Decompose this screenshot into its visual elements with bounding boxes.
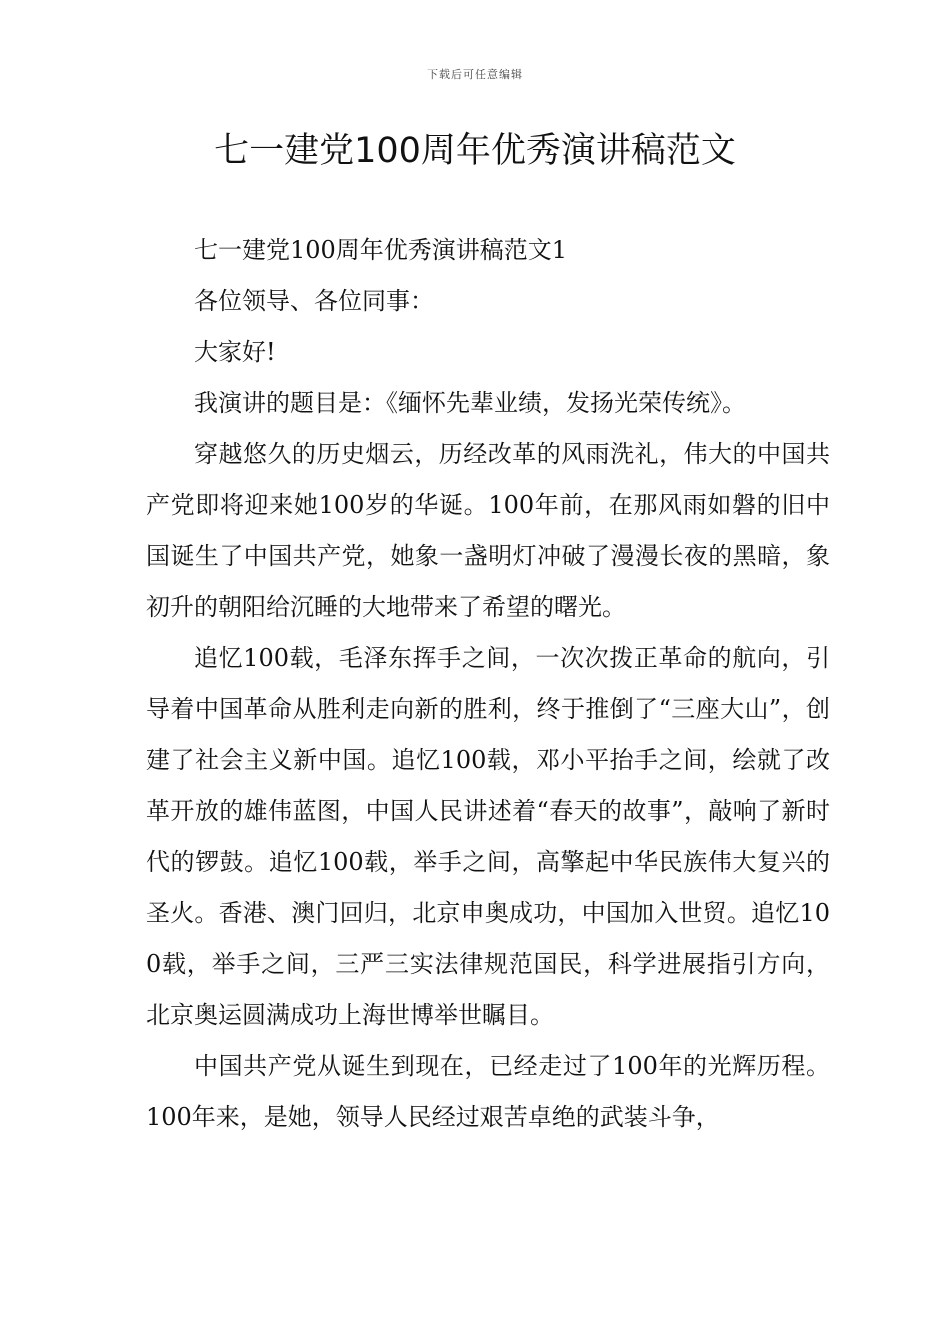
document-body bbox=[146, 225, 830, 1143]
document-title: 七一建党100周年优秀演讲稿范文 bbox=[214, 131, 736, 171]
subtitle-paragraph: 七一建党100周年优秀演讲稿范文1 bbox=[194, 236, 568, 264]
body-paragraph: 追忆100载，毛泽东挥手之间，一次次拨正革命的航向，引导着中国革命从胜利走向新的胜利，终于推倒了“三座大山”，创建了社会主义新中国。追忆100载，邓小平抬手之间，绘就了改革开放的雄伟蓝图，中国人民讲述着“春天的故事”，敲响了新时代的锣鼓。追忆100载，举手之间，高擎起中华民族伟大复兴的圣火。香港、澳门回归，北京申奥成功，中国加入世贸。追忆100载，举手之间，三严三实法律规范国民，科学进展指引方向，北京奥运圆满成功上海世博举世瞩目。 bbox=[146, 644, 830, 1029]
greeting-paragraph: 大家好! bbox=[194, 338, 276, 366]
salutation-paragraph: 各位领导、各位同事： bbox=[194, 287, 434, 315]
header-note: 下载后可任意编辑 bbox=[427, 68, 523, 81]
body-paragraph: 穿越悠久的历史烟云，历经改革的风雨洗礼，伟大的中国共产党即将迎来她100岁的华诞。100年前，在那风雨如磐的旧中国诞生了中国共产党，她象一盏明灯冲破了漫漫长夜的黑暗，象初升的朝阳给沉睡的大地带来了希望的曙光。 bbox=[146, 440, 830, 621]
body-paragraph: 中国共产党从诞生到现在，已经走过了100年的光辉历程。100年来，是她，领导人民经过艰苦卓绝的武装斗争， bbox=[146, 1052, 830, 1131]
topic-paragraph: 我演讲的题目是：《缅怀先辈业绩，发扬光荣传统》。 bbox=[194, 389, 746, 417]
